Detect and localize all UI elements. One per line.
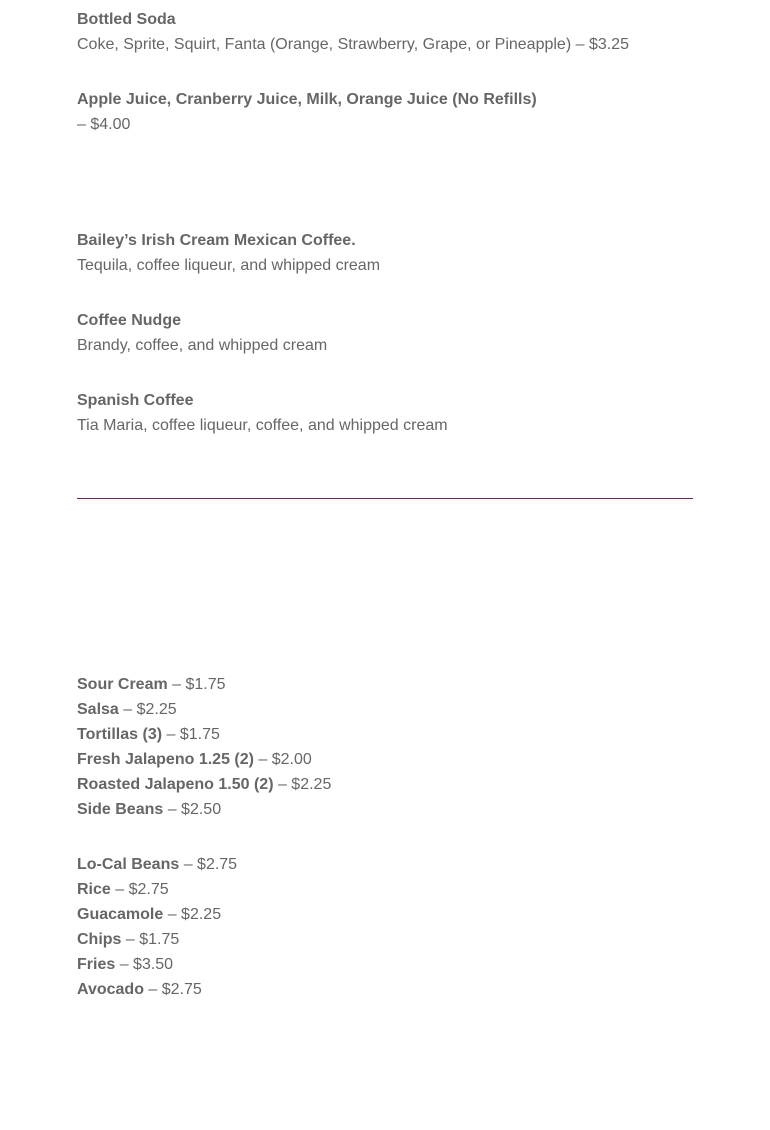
section-divider [77,498,693,499]
side-item [77,852,237,877]
side-name: Rice [77,881,111,898]
coffee-description: Tequila, coffee liqueur, and whipped cream [77,257,381,274]
drink-name: Apple Juice, Cranberry Juice, Milk, Orange Juice (No Refills) [77,91,537,108]
coffee-section [77,228,448,438]
drinks-section [77,7,629,137]
side-name: Guacamole [77,906,164,923]
side-name: Salsa [77,701,119,718]
drink-description: – $4.00 [77,116,131,133]
coffee-description: Brandy, coffee, and whipped cream [77,337,328,354]
side-item [77,722,331,747]
side-item [77,747,331,772]
drink-description: Coke, Sprite, Squirt, Fanta (Orange, Strawberry, Grape, or Pineapple) – $3.25 [77,36,629,53]
side-name: Fries [77,956,116,973]
drink-name: Bottled Soda [77,11,176,28]
side-name: Sour Cream [77,676,168,693]
side-price: – $3.50 [115,956,174,973]
side-item [77,697,331,722]
coffee-name: Bailey’s Irish Cream Mexican Coffee. [77,232,356,249]
side-item [77,672,331,697]
side-name: Fresh Jalapeno 1.25 (2) [77,751,254,768]
coffee-name: Spanish Coffee [77,392,194,409]
side-name: Avocado [77,981,144,998]
side-price: – $2.25 [118,701,177,718]
side-price: – $2.50 [163,801,222,818]
side-name: Lo-Cal Beans [77,856,180,873]
side-name: Tortillas (3) [77,726,163,743]
side-item [77,772,331,797]
side-price: – $1.75 [162,726,220,743]
side-item [77,902,237,927]
side-price: – $2.75 [110,881,169,898]
side-price: – $1.75 [121,931,180,948]
sides-section-2 [77,852,237,1002]
side-price: – $2.00 [253,751,312,768]
side-item [77,797,331,822]
sides-section [77,672,331,822]
side-item [77,927,237,952]
side-price: – $2.75 [179,856,238,873]
side-name: Side Beans [77,801,164,818]
coffee-description: Tia Maria, coffee liqueur, coffee, and whipped cream [77,417,448,434]
side-item [77,952,237,977]
side-price: – $2.25 [273,776,332,793]
side-price: – $1.75 [167,676,226,693]
side-name: Roasted Jalapeno 1.50 (2) [77,776,274,793]
side-price: – $2.25 [163,906,222,923]
side-price: – $2.75 [143,981,202,998]
side-name: Chips [77,931,122,948]
side-item [77,977,237,1002]
coffee-name: Coffee Nudge [77,312,181,329]
side-item [77,877,237,902]
